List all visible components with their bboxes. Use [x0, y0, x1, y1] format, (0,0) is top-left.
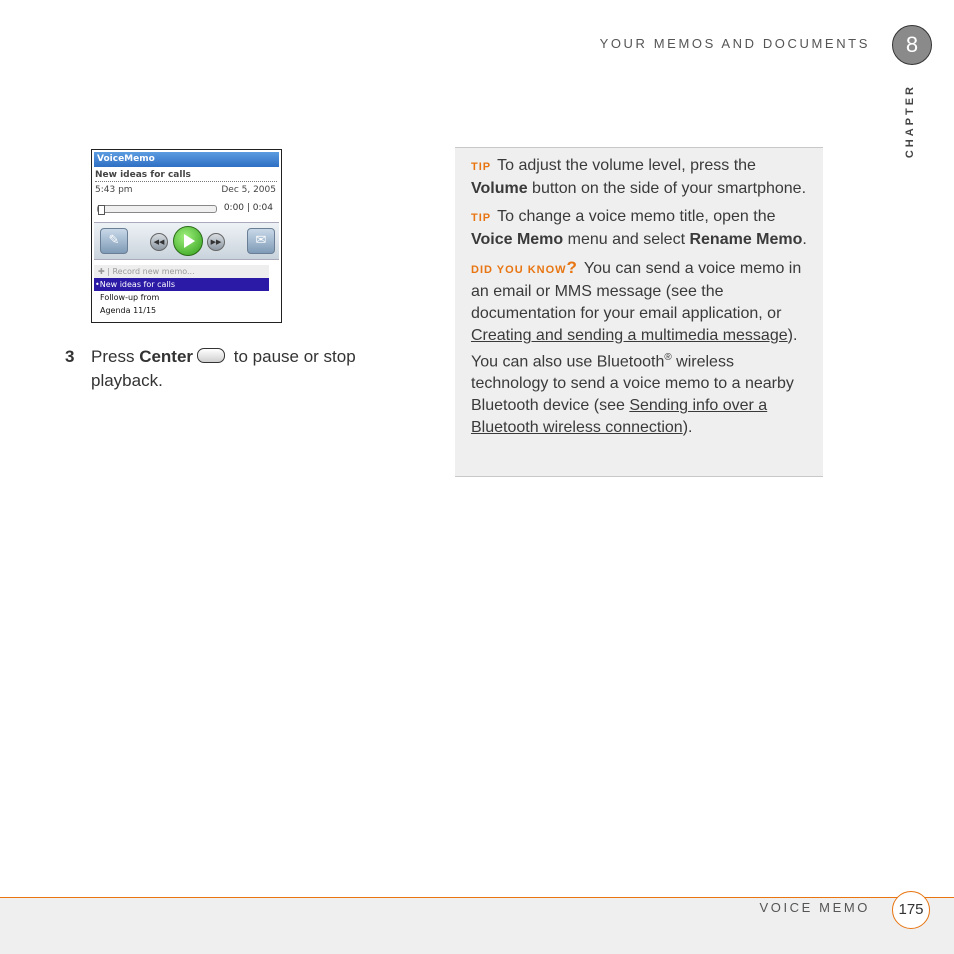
- playback-toolbar: [94, 222, 279, 260]
- did-you-know-tag: DID YOU KNOW?: [471, 258, 578, 277]
- chapter-label: CHAPTER: [904, 84, 916, 159]
- play-icon[interactable]: [173, 226, 203, 256]
- step-number: 3: [65, 347, 75, 366]
- tip-volume: TIP To adjust the volume level, press the Volume button on the side of your smartphone.: [471, 157, 807, 197]
- title-underline: [95, 181, 277, 182]
- footer-section-title: VOICE MEMO: [759, 900, 870, 915]
- skip-forward-icon[interactable]: ▶▶: [207, 233, 225, 251]
- tip-rename: TIP To change a voice memo title, open the Voice Memo menu and select Rename Memo.: [471, 208, 807, 248]
- memo-list: [94, 265, 269, 317]
- center-button-icon: [197, 348, 225, 363]
- play-triangle: [184, 234, 195, 248]
- did-you-know: DID YOU KNOW? You can send a voice memo in an email or MMS message (see the documentation for your email application, or Creating and sending a multimedia message). You can also use Bluetooth® wireless technology to send a voice memo to a nearby Bluetooth device (see Sending info over a Bluetooth wireless connection).: [471, 258, 802, 437]
- page-number: 175: [892, 891, 930, 929]
- memo-title: New ideas for calls: [95, 170, 191, 180]
- playback-counter: 0:00 | 0:04: [223, 203, 273, 213]
- step-text: Press Center to pause or stop playback.: [91, 347, 356, 390]
- chapter-number-badge: 8: [892, 25, 932, 65]
- tip-tag: TIP: [471, 212, 492, 224]
- envelope-icon[interactable]: ✉: [247, 228, 275, 254]
- memo-date: Dec 5, 2005: [221, 185, 276, 195]
- playback-slider-knob[interactable]: [98, 205, 105, 215]
- list-item[interactable]: Agenda 11/15: [100, 306, 157, 315]
- running-header: YOUR MEMOS AND DOCUMENTS: [599, 36, 870, 51]
- link-bluetooth-connection[interactable]: Sending info over a Bluetooth wireless connection: [471, 397, 768, 437]
- tip-tag: TIP: [471, 161, 492, 173]
- app-title-bar: VoiceMemo: [94, 152, 279, 167]
- tip-sidebar: [455, 147, 823, 477]
- list-item[interactable]: Follow-up from: [100, 293, 160, 302]
- playback-progress-bar[interactable]: [97, 205, 217, 213]
- voice-memo-screenshot: [91, 149, 282, 323]
- list-item-record-new[interactable]: ✚ | Record new memo...: [94, 265, 269, 278]
- memo-time: 5:43 pm: [95, 185, 133, 195]
- skip-back-icon[interactable]: ◀◀: [150, 233, 168, 251]
- list-item[interactable]: •New ideas for calls: [94, 278, 269, 291]
- paperclip-icon[interactable]: ✎: [100, 228, 128, 254]
- link-multimedia-message[interactable]: Creating and sending a multimedia message: [471, 327, 788, 344]
- mic-icon: ✚: [98, 267, 105, 276]
